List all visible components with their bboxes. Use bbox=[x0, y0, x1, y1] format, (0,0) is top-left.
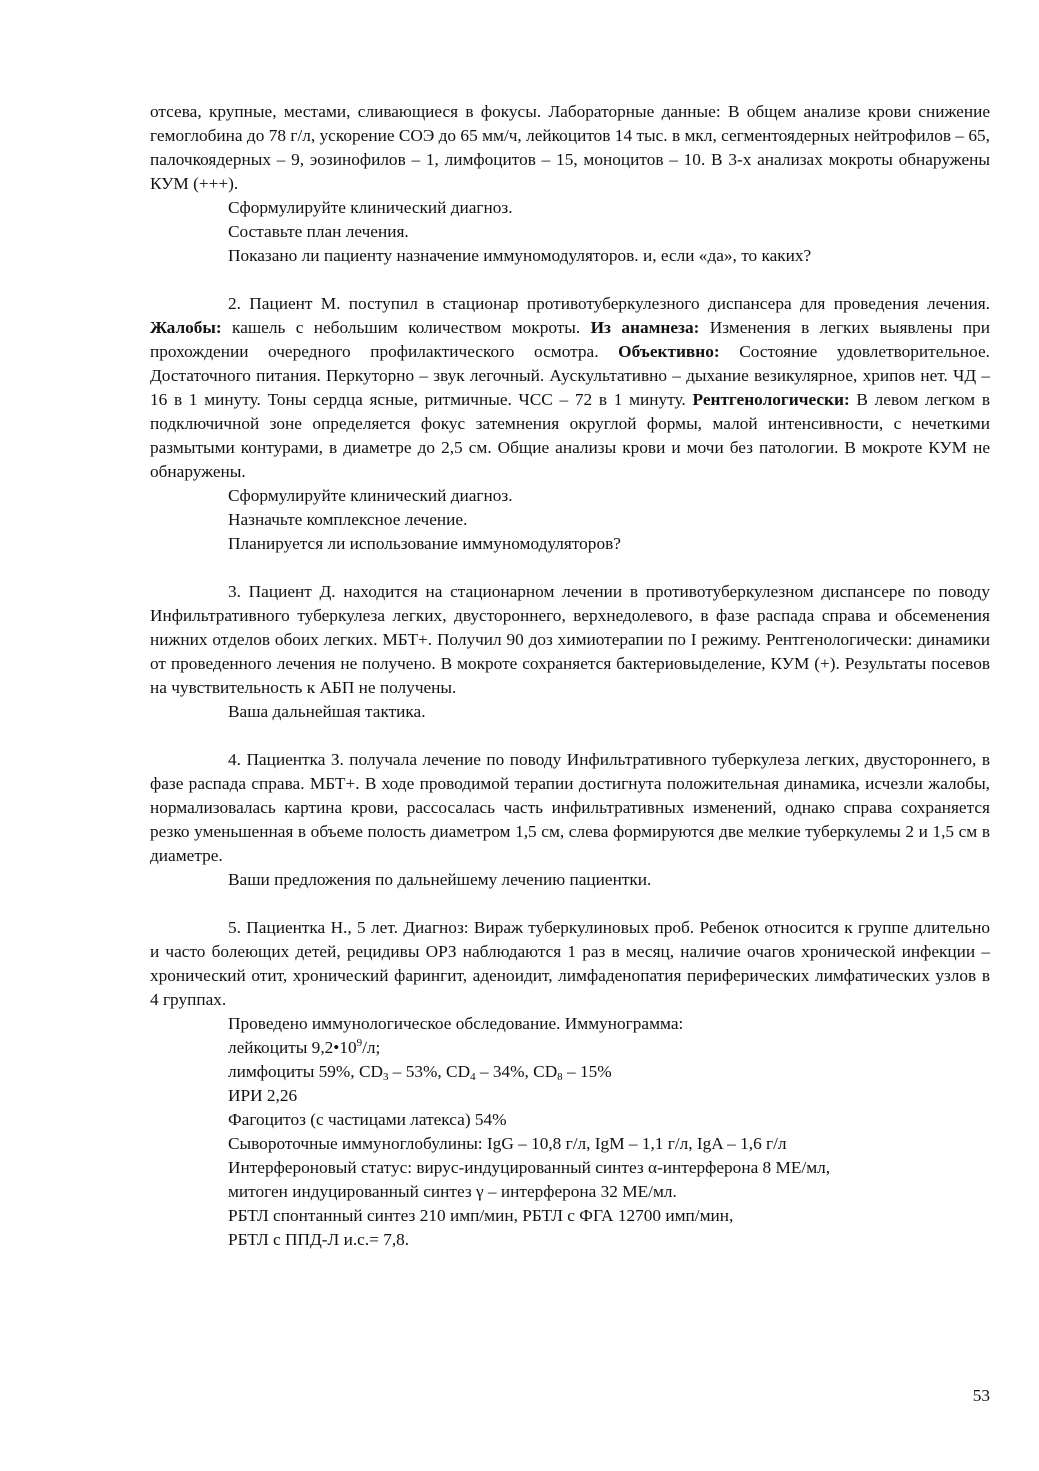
question: Сформулируйте клинический диагноз. bbox=[228, 486, 513, 505]
interferon-line: митоген индуцированный синтез γ – интерферона 32 МЕ/мл. bbox=[228, 1182, 677, 1201]
lymphocytes-text: – 53%, CD bbox=[388, 1062, 471, 1081]
case-3-paragraph: 3. Пациент Д. находится на стационарном лечении в противотуберкулезном диспансере по поводу Инфильтративного туберкулеза легких, двустороннего, верхнедолевого, в фазе распада справа и обсеменения нижних отделов обоих легких. МБТ+. Получил 90 доз химиотерапии по I режиму. Рентгенологически: динамики от проведенного лечения не получено. В мокроте сохраняется бактериовыделение, КУМ (+). Результаты посевов на чувствительность к АБП не получены. bbox=[150, 582, 990, 697]
complaints-label: Жалобы: bbox=[150, 318, 222, 337]
question: Показано ли пациенту назначение иммуномодуляторов. и, если «да», то каких? bbox=[228, 246, 812, 265]
case-2-text: В левом легком в подключичной зоне определяется фокус затемнения округлой формы, малой интенсивности, с нечеткими размытыми контурами, в диаметре до 2,5 см. Общие анализы крови и мочи без патологии. В мокроте КУМ не обнаружены. bbox=[150, 390, 990, 481]
rbtl-line: РБТЛ спонтанный синтез 210 имп/мин, РБТЛ с ФГА 12700 имп/мин, bbox=[228, 1206, 734, 1225]
xray-label: Рентгенологически: bbox=[692, 390, 850, 409]
question: Сформулируйте клинический диагноз. bbox=[228, 198, 513, 217]
immunogram-line: Проведено иммунологическое обследование. Иммунограмма: bbox=[228, 1014, 684, 1033]
objective-label: Объективно: bbox=[618, 342, 720, 361]
iri-line: ИРИ 2,26 bbox=[228, 1086, 298, 1105]
question: Планируется ли использование иммуномодуляторов? bbox=[228, 534, 621, 553]
case-4-paragraph: 4. Пациентка З. получала лечение по поводу Инфильтративного туберкулеза легких, двустороннего, в фазе распада справа. МБТ+. В ходе проводимой терапии достигнута положительная динамика, исчезли жалобы, нормализовалась картина крови, рассосалась часть инфильтративных изменений, однако справа сохраняется резко уменьшенная в объеме полость диаметром 1,5 см, слева формируются две мелкие туберкулемы 2 и 1,5 см в диаметре. bbox=[150, 750, 990, 865]
cd-subscript: 8 bbox=[557, 1071, 563, 1083]
intro-paragraph: отсева, крупные, местами, сливающиеся в фокусы. Лабораторные данные: В общем анализе крови снижение гемоглобина до 78 г/л, ускорение СОЭ до 65 мм/ч, лейкоцитов 14 тыс. в мкл, сегментоядерных нейтрофилов – 65, палочкоядерных – 9, эозинофилов – 1, лимфоцитов – 15, моноцитов – 10. В 3-х анализах мокроты обнаружены КУМ (+++). bbox=[150, 102, 990, 193]
lymphocytes-text: – 15% bbox=[562, 1062, 612, 1081]
question: Ваши предложения по дальнейшему лечению пациентки. bbox=[228, 870, 652, 889]
case-2-text: кашель с небольшим количеством мокроты. bbox=[221, 318, 591, 337]
anamnesis-label: Из анамнеза: bbox=[590, 318, 700, 337]
leukocytes-line bbox=[150, 1036, 990, 1060]
lymphocytes-text: – 34%, CD bbox=[475, 1062, 558, 1081]
case-5-paragraph: 5. Пациентка Н., 5 лет. Диагноз: Вираж туберкулиновых проб. Ребенок относится к группе длительно и часто болеющих детей, рецидивы ОРЗ наблюдаются 1 раз в месяц, наличие очагов хронической инфекции – хронический отит, хронический фарингит, аденоидит, лимфаденопатия периферических лимфатических узлов в 4 группах. bbox=[150, 918, 990, 1009]
question: Назначьте комплексное лечение. bbox=[228, 510, 468, 529]
leukocytes-text: лейкоциты 9,2•10 bbox=[228, 1038, 357, 1057]
case-2-paragraph bbox=[150, 292, 990, 484]
question: Ваша дальнейшая тактика. bbox=[228, 702, 426, 721]
phagocytosis-line: Фагоцитоз (с частицами латекса) 54% bbox=[228, 1110, 507, 1129]
case-2-text: Изменения в легких выявлены при прохождении очередного профилактического осмотра. bbox=[150, 318, 990, 361]
exponent: 9 bbox=[356, 1037, 363, 1049]
cd-subscript: 3 bbox=[382, 1071, 389, 1083]
case-2-text: Состояние удовлетворительное. Достаточного питания. Перкуторно – звук легочный. Аускультативно – дыхание везикулярное, хрипов нет. ЧД – 16 в 1 минуту. Тоны сердца ясные, ритмичные. ЧСС – 72 в 1 минуту. bbox=[150, 342, 991, 409]
document-page bbox=[150, 100, 990, 1252]
lymphocytes-text: лимфоциты 59%, CD bbox=[228, 1062, 383, 1081]
immunoglobulins-line: Сывороточные иммуноглобулины: IgG – 10,8 г/л, IgM – 1,1 г/л, IgA – 1,6 г/л bbox=[228, 1134, 787, 1153]
question: Составьте план лечения. bbox=[228, 222, 409, 241]
page-number: 53 bbox=[972, 1386, 990, 1405]
cd-subscript: 4 bbox=[470, 1071, 476, 1083]
case-2-text: 2. Пациент М. поступил в стационар противотуберкулезного диспансера для проведения лечения. bbox=[228, 294, 990, 313]
lymphocytes-line bbox=[150, 1060, 990, 1084]
leukocytes-unit: /л; bbox=[362, 1038, 381, 1057]
rbtl-line: РБТЛ с ППД-Л и.с.= 7,8. bbox=[228, 1230, 410, 1249]
interferon-line: Интерфероновый статус: вирус-индуцированный синтез α-интерферона 8 МЕ/мл, bbox=[228, 1158, 831, 1177]
